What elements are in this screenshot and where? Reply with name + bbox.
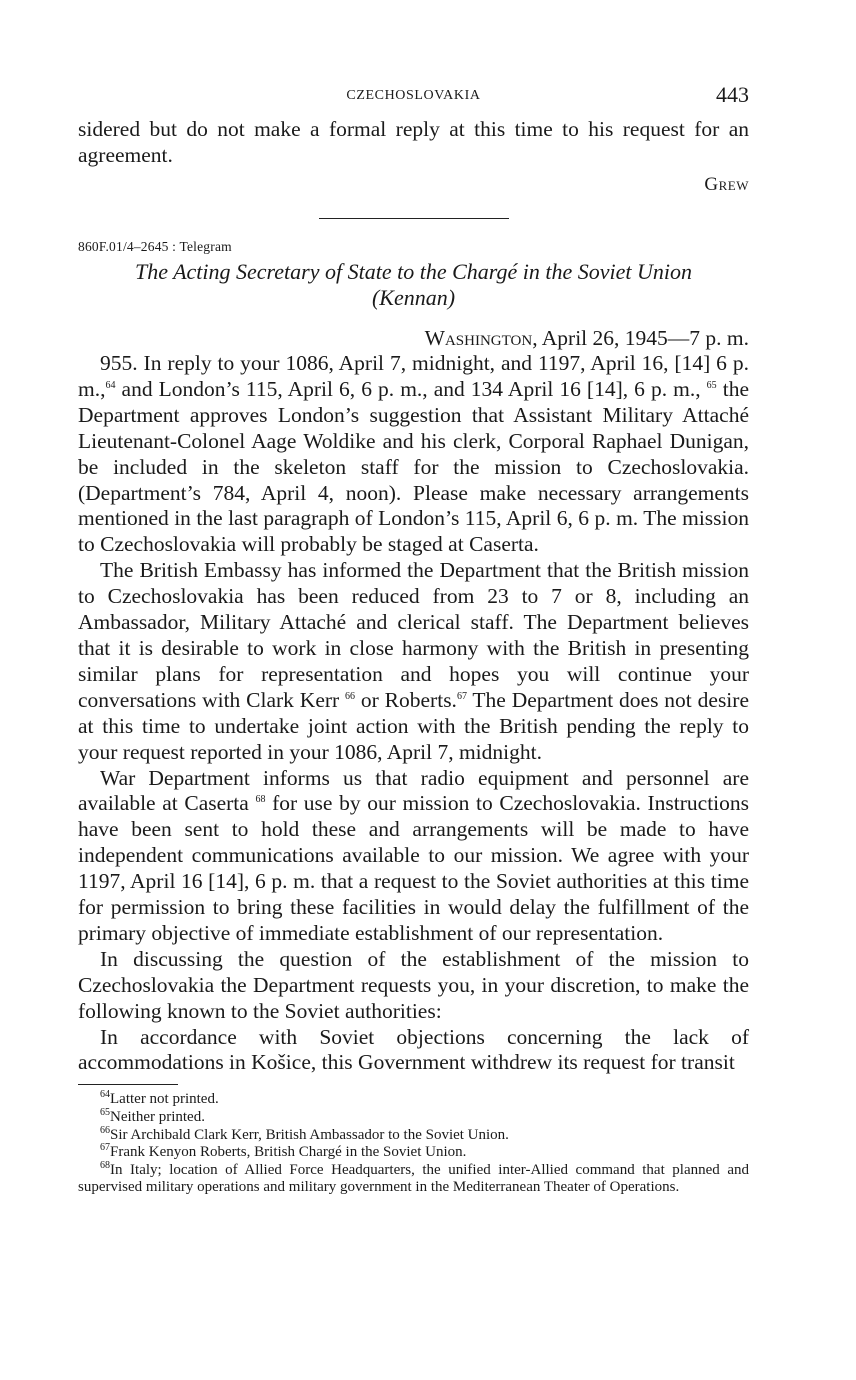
footnote-66 bbox=[78, 1124, 749, 1145]
footnote-67 bbox=[78, 1144, 749, 1162]
page-number: 443 bbox=[716, 82, 749, 107]
footnote-68 bbox=[78, 1159, 749, 1197]
paragraph-3 bbox=[78, 766, 749, 947]
document-title-line-1: The Acting Secretary of State to the Chargé in the Soviet Union bbox=[134, 259, 693, 284]
footnote-text: Frank Kenyon Roberts, British Chargé in the Soviet Union. bbox=[110, 1144, 467, 1161]
footnote-text: Sir Archibald Clark Kerr, British Ambassador to the Soviet Union. bbox=[110, 1126, 509, 1143]
footnote-text: Latter not printed. bbox=[110, 1091, 219, 1108]
footnotes bbox=[78, 1091, 749, 1197]
paragraph-1-part-a: 955. In reply to your 1086, April 7, midnight, and 1197, April 16, [14] 6 p. m., bbox=[78, 351, 749, 401]
dateline-date: April 26, 1945—7 p. m. bbox=[537, 326, 749, 350]
document-title-line-2: (Kennan) bbox=[371, 285, 456, 310]
footnote-text: Neither printed. bbox=[110, 1108, 205, 1125]
running-header bbox=[78, 82, 749, 116]
footnote-number: 65 bbox=[100, 1106, 110, 1118]
section-divider bbox=[319, 218, 509, 219]
signature: Grew bbox=[704, 174, 749, 195]
paragraph-1-part-b: and London’s 115, April 6, 6 p. m., and 134 April 16 [14], 6 p. m., bbox=[115, 376, 707, 401]
running-title: CZECHOSLOVAKIA bbox=[346, 88, 481, 103]
footnote-65 bbox=[78, 1106, 749, 1127]
footnote-number: 66 bbox=[100, 1124, 110, 1136]
footnote-number: 64 bbox=[100, 1089, 110, 1101]
paragraph-2-part-a: The British Embassy has informed the Department that the British mission to Czechoslovakia has been reduced from 23 to 7 or 8, including an Ambassador, Military Attaché and clerical staff. The Department believes that it is desirable to work in close harmony with the British in presenting similar plans for representation and hopes you will continue your conversations with Clark Kerr bbox=[78, 558, 749, 712]
footnote-divider bbox=[78, 1084, 178, 1085]
continuation-text: sidered but do not make a formal reply at this time to his request for an agreement. bbox=[78, 117, 749, 167]
paragraph-2-part-b: or Roberts. bbox=[355, 687, 457, 712]
footnote-ref-65: 65 bbox=[706, 379, 717, 391]
document-title bbox=[78, 259, 749, 311]
file-reference: 860F.01/4–2645 : Telegram bbox=[78, 239, 232, 254]
footnote-number: 67 bbox=[100, 1142, 110, 1154]
paragraph-2-part-c: The Department does not desire at this time to undertake joint action with the British pending the reply to your request reported in your 1086, April 7, midnight. bbox=[78, 687, 749, 764]
paragraph-2 bbox=[78, 558, 749, 765]
footnote-ref-66: 66 bbox=[345, 690, 356, 702]
paragraph-1-part-c: the Department approves London’s suggestion that Assistant Military Attaché Lieutenant-Colonel Aage Woldike and his clerk, Corporal Raphael Dunigan, be included in the skeleton staff for the mission to Czechoslovakia. (Department’s 784, April 4, noon). Please make necessary arrangements mentioned in the last paragraph of London’s 115, April 6, 6 p. m. The mission to Czechoslovakia will probably be staged at Caserta. bbox=[78, 376, 749, 557]
paragraph-3-part-b: for use by our mission to Czechoslovakia. Instructions have been sent to hold these and arrangements will be made to have independent communications available to our mission. We agree with your 1197, April 16 [14], 6 p. m. that a request to the Soviet authorities at this time for permission to bring these facilities in would delay the fulfillment of the primary objective of immediate establishment of our representation. bbox=[78, 791, 750, 945]
document-page bbox=[78, 82, 749, 1197]
dateline-place: Washington, bbox=[424, 326, 538, 350]
paragraph-5: In accordance with Soviet objections concerning the lack of accommodations in Košice, this Government withdrew its request for transit bbox=[78, 1024, 749, 1075]
footnote-ref-68: 68 bbox=[255, 794, 266, 806]
footnote-number: 68 bbox=[100, 1159, 110, 1171]
footnote-64 bbox=[78, 1091, 749, 1109]
footnote-ref-64: 64 bbox=[105, 379, 116, 391]
paragraph-1 bbox=[78, 351, 749, 558]
dateline bbox=[78, 325, 749, 351]
paragraph-4: In discussing the question of the establishment of the mission to Czechoslovakia the Department requests you, in your discretion, to make the following known to the Soviet authorities: bbox=[78, 946, 749, 1023]
footnote-text: In Italy; location of Allied Force Headquarters, the unified inter-Allied command that planned and supervised military operations and military government in the Mediterranean Theater of Operations. bbox=[78, 1161, 749, 1196]
footnote-ref-67: 67 bbox=[456, 690, 467, 702]
paragraph-3-part-a: War Department informs us that radio equipment and personnel are available at Caserta bbox=[78, 765, 749, 816]
